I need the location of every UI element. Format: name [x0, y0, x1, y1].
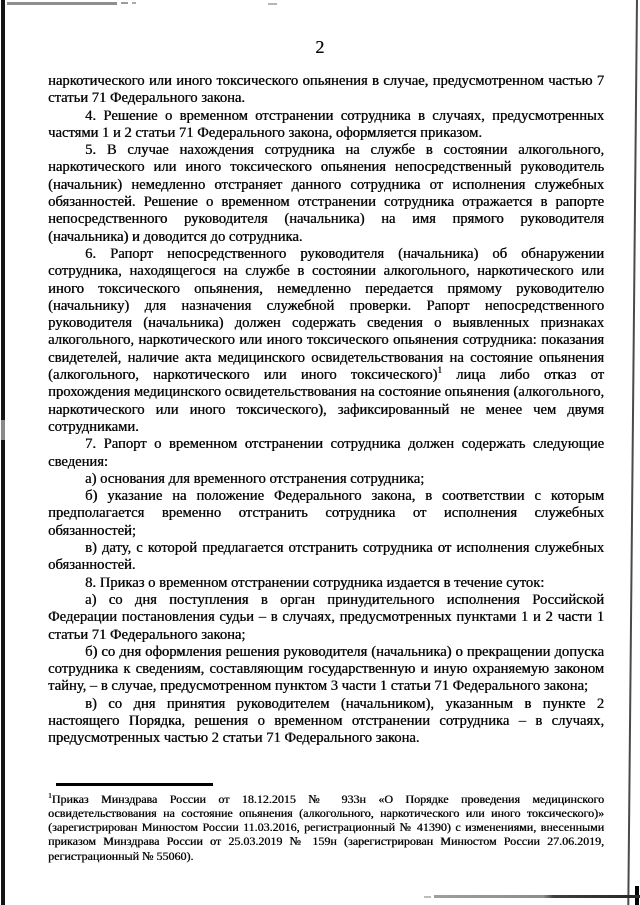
scan-edge-right	[627, 0, 638, 905]
paragraph-item-6	[48, 246, 604, 436]
scan-dash-top-3	[268, 3, 277, 5]
scan-dash-top-2	[132, 2, 136, 4]
paragraph-item-7b: б) указание на положение Федерального закона, в соответствии с которым предполагается временно отстранить сотрудника от исполнения служебных обязанностей;	[48, 488, 604, 539]
scan-dash-bottom	[424, 896, 431, 898]
footnote-divider	[56, 783, 213, 786]
paragraph-item-6-text: 6. Рапорт непосредственного руководителя (начальника) об обнаружении сотрудника, находящегося на службе в состоянии алкогольного, наркотического или иного токсического опьянения, немедленно передается прямому руководителю (начальнику) для назначения служебной проверки. Рапорт непосредственного руководителя (начальника) должен содержать сведения о выявленных признаках алкогольного, наркотического или иного токсического опьянения сотрудника: показания свидетелей, наличие акта медицинского освидетельствования на состояние опьянения (алкогольного, наркотического или иного токсического)	[48, 245, 604, 384]
footnote-text: Приказ Минздрава России от 18.12.2015 № 933н «О Порядке проведения медицинского освидетельствования на состояние опьянения (алкогольного, наркотического или иного токсического)» (зарегистрирован Минюстом России 11.03.2016, регистрационный № 41390) с изменениями, внесенными приказом Минздрава России от 25.03.2019 № 159н (зарегистрирован Минюстом России 27.06.2019, регистрационный № 55060).	[48, 791, 604, 863]
document-body	[48, 73, 604, 748]
scan-line-top	[7, 2, 117, 5]
page-number: 2	[315, 37, 325, 57]
paragraph-continuation: наркотического или иного токсического опьянения в случае, предусмотренном частью 7 статьи 71 Федерального закона.	[48, 73, 604, 107]
paragraph-item-8b: б) со дня оформления решения руководителя (начальника) о прекращении допуска сотрудника к сведениям, составляющим государственную и иную охраняемую законом тайну, – в случае, предусмотренном пунктом 3 части 1 статьи 71 Федерального закона;	[48, 643, 604, 695]
paragraph-item-7v: в) дату, с которой предлагается отстранить сотрудника от исполнения служебных обязанностей.	[48, 540, 604, 574]
scan-edge-left	[1, 0, 5, 905]
paragraph-item-8v: в) со дня принятия руководителем (начальником), указанным в пункте 2 настоящего Порядка, решения о временном отстранении сотрудника – в случаях, предусмотренных частью 2 статьи 71 Федерального закона.	[48, 695, 604, 747]
scan-edge-left-notch	[1, 420, 5, 440]
paragraph-item-7: 7. Рапорт о временном отстранении сотрудника должен содержать следующие сведения:	[48, 436, 604, 470]
footnote-block	[48, 783, 604, 863]
paragraph-item-8: 8. Приказ о временном отстранении сотрудника издается в течение суток:	[85, 574, 545, 591]
footnote-marker: 1	[48, 790, 52, 800]
paragraph-item-7a: а) основания для временного отстранения сотрудника;	[85, 470, 425, 487]
paragraph-item-6-text-after: лица либо отказ от прохождения медицинского освидетельствования на состояние опьянения (алкогольного, наркотического или иного токсического), зафиксированный не менее чем двумя сотрудниками.	[48, 367, 604, 435]
paragraph-item-8a: а) со дня поступления в орган принудительного исполнения Российской Федерации постановления судьи – в случаях, предусмотренных пунктами 1 и 2 части 1 статьи 71 Федерального закона;	[48, 591, 604, 643]
paragraph-item-4: 4. Решение о временном отстранении сотрудника в случаях, предусмотренных частями 1 и 2 статьи 71 Федерального закона, оформляется приказом.	[48, 107, 604, 141]
scan-line-bottom	[434, 895, 640, 898]
footnote-reference-marker: 1	[437, 365, 442, 376]
footnote	[48, 792, 604, 863]
paragraph-item-5: 5. В случае нахождения сотрудника на службе в состоянии алкогольного, наркотического или иного токсического опьянения непосредственный руководитель (начальник) немедленно отстраняет данного сотрудника от исполнения служебных обязанностей. Решение о временном отстранении сотрудника отражается в рапорте непосредственного руководителя (начальника) на имя прямого руководителя (начальника) и доводится до сотрудника.	[48, 142, 604, 245]
scan-dash-top-1	[121, 2, 128, 4]
